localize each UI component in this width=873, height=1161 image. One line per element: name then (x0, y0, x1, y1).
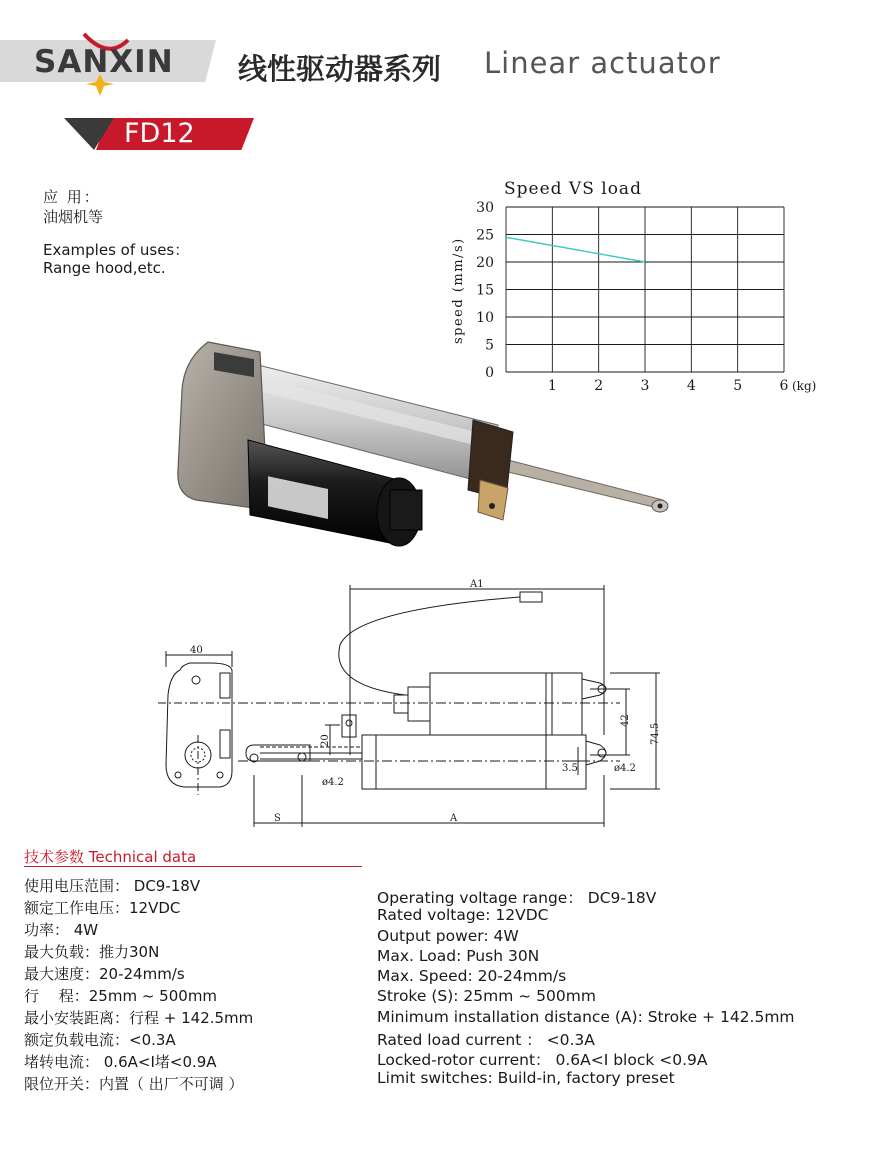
dimension-drawing (150, 575, 670, 835)
dim-20: 20 (320, 734, 331, 747)
spec-en-rated-voltage: Rated voltage: 12VDC (377, 906, 549, 924)
chart-ytick-label: 25 (476, 227, 494, 244)
spec-cn-min-install: 最小安装距离：行程 + 142.5mm (24, 1009, 254, 1027)
product-photo (168, 330, 678, 560)
spec-cn-max-speed: 最大速度：20-24mm/s (24, 965, 185, 983)
chart-ytick-label: 10 (476, 310, 494, 326)
spec-cn-max-load: 最大负载：推力30N (24, 943, 160, 961)
chart-ylabel: speed (mm/s) (451, 237, 466, 344)
model-label: FD12 (124, 118, 195, 149)
spec-en-max-speed: Max. Speed: 20-24mm/s (377, 967, 567, 985)
chart-ytick-label: 5 (485, 337, 494, 354)
dim-3-5: 3.5 (562, 763, 578, 774)
spec-cn-rated-voltage: 额定工作电压：12VDC (24, 899, 181, 917)
dim-42: 42 (620, 714, 631, 727)
spec-cn-power: 功率： 4W (24, 921, 99, 939)
chart-xtick-label: 2 (594, 378, 604, 394)
chart-ytick-label: 15 (476, 282, 494, 299)
dim-hole-left: ø4.2 (322, 777, 344, 788)
chart-xtick-label: 1 (547, 378, 557, 394)
spec-en-locked-current: Locked-rotor current： 0.6A<I block <0.9A (377, 1051, 708, 1069)
dim-a: A (450, 813, 458, 824)
uses-cn-value: 油烟机等 (43, 208, 104, 226)
spec-en-load-current: Rated load current ： <0.3A (377, 1031, 595, 1049)
spec-cn-voltage-range: 使用电压范围： DC9-18V (24, 877, 201, 895)
spec-cn-locked-current: 堵转电流： 0.6A<I堵<0.9A (24, 1053, 217, 1071)
chart-ytick-label: 20 (476, 255, 494, 271)
chart-series-line (506, 237, 645, 262)
spec-en-max-load: Max. Load: Push 30N (377, 947, 540, 965)
dim-hole-right: ø4.2 (614, 763, 636, 774)
spec-en-voltage-range: Operating voltage range： DC9-18V (377, 889, 657, 907)
tech-heading: 技术参数 Technical data (24, 848, 197, 866)
tech-rule (24, 866, 362, 867)
spec-en-stroke: Stroke (S): 25mm ~ 500mm (377, 987, 596, 1005)
spec-cn-load-current: 额定负载电流：<0.3A (24, 1031, 176, 1049)
dim-a1: A1 (470, 579, 484, 590)
spec-cn-limit-switch: 限位开关：内置（ 出厂不可调 ） (24, 1075, 244, 1093)
uses-cn-label: 应 用： (43, 188, 101, 206)
series-title-en: Linear actuator (484, 46, 721, 80)
dim-s: S (274, 813, 281, 824)
spec-en-min-install: Minimum installation distance (A): Stroke + 142.5mm (377, 1008, 795, 1026)
uses-en-label: Examples of uses： (43, 241, 190, 259)
chart-ytick-label: 30 (476, 200, 494, 216)
chart-ytick-label: 0 (485, 365, 494, 381)
chart-xtick-label: 6 (779, 378, 789, 394)
chart-title: Speed VS load (504, 179, 642, 199)
chart-xtick-label: 5 (733, 378, 743, 394)
spec-cn-stroke: 行 程：25mm ~ 500mm (24, 987, 218, 1005)
dim-40: 40 (190, 645, 203, 656)
uses-en-value: Range hood,etc. (43, 259, 166, 277)
chart-xtick-label: 3 (640, 378, 650, 394)
spec-en-limit-switch: Limit switches: Build-in, factory preset (377, 1069, 675, 1087)
brand-logo: SANXIN (34, 44, 174, 80)
chart-xtick-label: 4 (686, 378, 696, 394)
chart-xlabel: (kg) (792, 379, 817, 393)
dim-74-5: 74.5 (650, 722, 661, 745)
series-title-cn: 线性驱动器系列 (238, 52, 442, 86)
spec-en-power: Output power: 4W (377, 927, 519, 945)
